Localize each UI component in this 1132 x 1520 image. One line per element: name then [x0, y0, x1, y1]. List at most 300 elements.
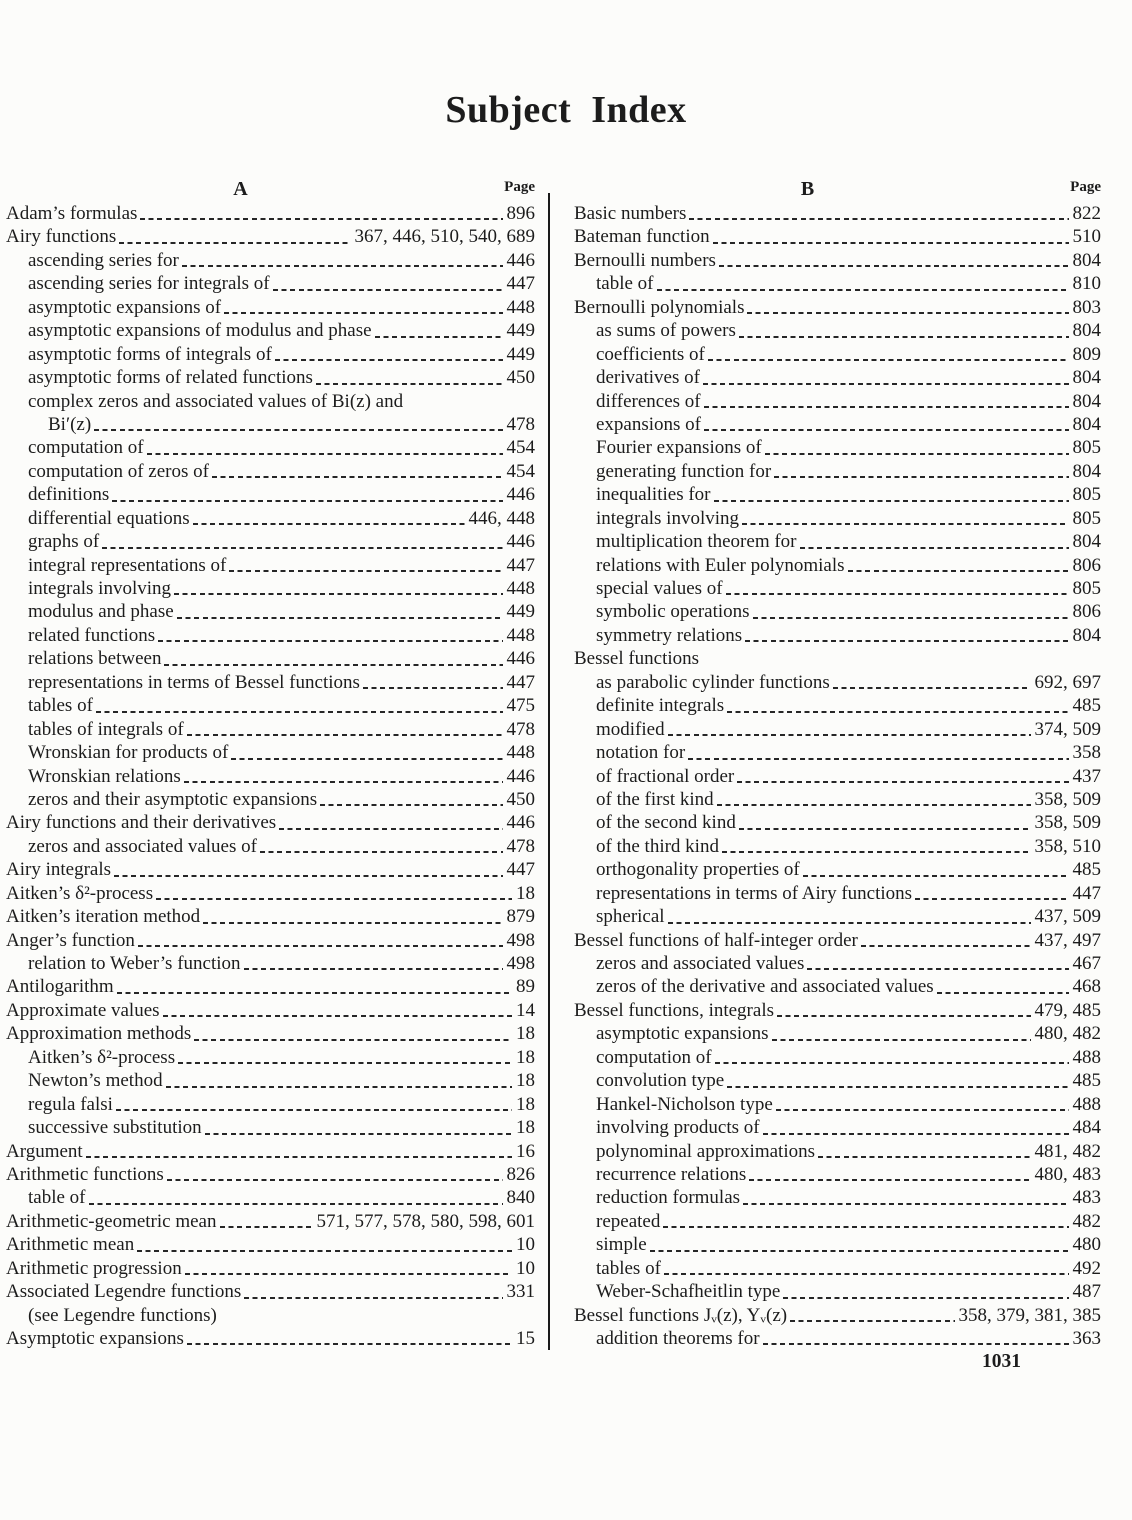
index-entry	[6, 929, 535, 952]
entry-pages: 840	[506, 1187, 535, 1209]
entry-text: Bateman function	[574, 226, 710, 248]
dotted-leader	[774, 476, 1068, 478]
dotted-leader	[937, 992, 1069, 994]
index-entry	[574, 202, 1101, 225]
entry-text: as parabolic cylinder functions	[596, 671, 830, 693]
entry-text: orthogonality properties of	[596, 859, 800, 881]
index-entry	[574, 1257, 1101, 1280]
entry-text: Basic numbers	[574, 203, 687, 224]
entry-text: Hankel-Nicholson type	[596, 1093, 773, 1115]
index-entry	[6, 1233, 535, 1256]
entry-text: relation to Weber’s function	[28, 953, 241, 974]
entry-pages: 449	[506, 601, 535, 623]
entry-text: zeros and associated values of	[28, 835, 257, 857]
index-entry	[6, 905, 535, 928]
entry-pages: 485	[1072, 1070, 1101, 1092]
entry-text: asymptotic forms of integrals of	[28, 343, 272, 365]
entry-pages: 488	[1072, 1046, 1101, 1068]
index-entry	[574, 1186, 1101, 1209]
dotted-leader	[182, 265, 503, 267]
entry-text: Adam’s formulas	[6, 203, 138, 224]
dotted-leader	[668, 734, 1031, 736]
entry-pages: 448	[506, 624, 535, 646]
dotted-leader	[747, 312, 1068, 314]
dotted-leader	[229, 570, 502, 572]
entry-text: of the third kind	[596, 835, 719, 857]
entry-pages: 448	[506, 578, 535, 599]
entry-pages: 475	[506, 695, 535, 717]
index-entry	[574, 1163, 1101, 1186]
index-entry	[6, 249, 535, 272]
index-entry	[574, 530, 1101, 553]
entry-text: integrals involving	[596, 507, 740, 529]
entry-pages: 14	[516, 999, 535, 1021]
entry-text: integral representations of	[28, 554, 227, 576]
dotted-leader	[193, 523, 465, 525]
index-entry	[6, 1116, 535, 1139]
index-entry	[574, 1140, 1101, 1163]
index-entry	[6, 647, 535, 670]
entry-pages: 449	[506, 343, 535, 365]
entry-pages: 498	[506, 929, 535, 951]
entry-text: Arithmetic mean	[6, 1234, 135, 1256]
entry-text: zeros and associated values	[596, 953, 805, 974]
entry-pages: 437	[1072, 765, 1101, 787]
index-entry	[574, 882, 1101, 905]
entry-pages: 446, 448	[468, 507, 535, 529]
entry-text: zeros and their asymptotic expansions	[28, 788, 318, 810]
dotted-leader	[94, 429, 502, 431]
entry-text: Wronskian relations	[28, 765, 181, 787]
entry-text: convolution type	[596, 1070, 725, 1092]
entry-pages: 10	[516, 1234, 535, 1256]
index-entry	[574, 296, 1101, 319]
entry-text: differences of	[596, 390, 701, 412]
entry-pages: 437, 509	[1034, 906, 1101, 928]
dotted-leader	[776, 1109, 1069, 1111]
dotted-leader	[167, 1179, 503, 1181]
entry-text: tables of	[596, 1257, 661, 1279]
dotted-leader	[803, 875, 1069, 877]
index-entry	[6, 975, 535, 998]
entry-pages: 447	[506, 859, 535, 881]
entry-text: simple	[596, 1234, 647, 1256]
entry-text: Bessel functions	[574, 648, 700, 670]
entry-text: relations between	[28, 648, 162, 670]
index-entry	[574, 624, 1101, 647]
dotted-leader	[185, 1273, 512, 1275]
entry-pages: 805	[1072, 507, 1101, 529]
index-entry	[6, 1140, 535, 1163]
dotted-leader	[174, 593, 502, 595]
dotted-leader	[205, 1133, 512, 1135]
entry-pages: 480, 482	[1034, 1023, 1101, 1045]
entry-text: (see Legendre functions)	[28, 1304, 217, 1326]
entry-text: Aitken’s iteration method	[6, 906, 201, 928]
index-entry	[6, 436, 535, 459]
entry-text: tables of integrals of	[28, 718, 184, 740]
entry-pages: 448	[506, 742, 535, 764]
index-entry	[574, 507, 1101, 530]
dotted-leader	[244, 968, 503, 970]
index-entry	[574, 600, 1101, 623]
dotted-leader	[688, 758, 1068, 760]
entry-pages: 446	[506, 531, 535, 553]
entry-text: computation of	[596, 1046, 712, 1068]
dotted-leader	[765, 453, 1069, 455]
dotted-leader	[86, 1156, 512, 1158]
entry-pages: 805	[1072, 484, 1101, 506]
section-letter: B	[800, 178, 815, 200]
dotted-leader	[158, 640, 502, 642]
entry-text: modified	[596, 718, 665, 740]
entry-pages: 822	[1072, 203, 1101, 224]
dotted-leader	[316, 383, 503, 385]
entry-text: expansions of	[596, 413, 702, 435]
entry-text: generating function for	[596, 460, 772, 482]
entry-pages: 374, 509	[1034, 718, 1101, 740]
index-columns	[0, 176, 1132, 1350]
dotted-leader	[166, 1086, 512, 1088]
index-entry	[6, 788, 535, 811]
dotted-leader	[650, 1250, 1069, 1252]
entry-pages: 804	[1072, 531, 1101, 553]
entry-pages: 16	[516, 1140, 535, 1162]
dotted-leader	[807, 968, 1068, 970]
entry-text: table of	[28, 1187, 86, 1209]
index-entry	[574, 905, 1101, 928]
entry-text: special values of	[596, 578, 723, 599]
index-entry	[6, 225, 535, 248]
entry-text: Bessel functions Jᵥ(z), Yᵥ(z)	[574, 1304, 788, 1326]
entry-pages: 805	[1072, 578, 1101, 599]
index-entry	[574, 835, 1101, 858]
entry-text: Anger’s function	[6, 929, 135, 951]
index-entry	[574, 1093, 1101, 1116]
index-entry	[574, 577, 1101, 600]
entry-text: Associated Legendre functions	[6, 1281, 242, 1303]
index-entry	[6, 483, 535, 506]
entry-pages: 18	[516, 1070, 535, 1092]
index-entry	[6, 671, 535, 694]
index-entry	[6, 507, 535, 530]
dotted-leader	[714, 500, 1069, 502]
dotted-leader	[279, 828, 502, 830]
dotted-leader	[739, 828, 1031, 830]
index-entry	[6, 835, 535, 858]
entry-pages: 482	[1072, 1210, 1101, 1232]
dotted-leader	[739, 336, 1069, 338]
dotted-leader	[704, 429, 1068, 431]
entry-pages: 363	[1072, 1328, 1101, 1349]
entry-pages: 447	[1072, 882, 1101, 904]
dotted-leader	[187, 1343, 512, 1345]
section-letter: A	[233, 178, 248, 200]
entry-pages: 480	[1072, 1234, 1101, 1256]
index-entry	[6, 1257, 535, 1280]
dotted-leader	[375, 336, 503, 338]
index-entry	[6, 624, 535, 647]
index-entry	[574, 225, 1101, 248]
entry-text: relations with Euler polynomials	[596, 554, 845, 576]
entry-text: Aitken’s δ²-process	[6, 882, 154, 904]
entry-text: asymptotic forms of related functions	[28, 367, 313, 389]
entry-text: Bi′(z)	[48, 413, 92, 435]
dotted-leader	[708, 359, 1069, 361]
dotted-leader	[275, 359, 503, 361]
dotted-leader	[703, 383, 1069, 385]
index-entry	[6, 858, 535, 881]
entry-text: addition theorems for	[596, 1328, 760, 1349]
entry-text: Fourier expansions of	[596, 437, 762, 459]
dotted-leader	[112, 500, 502, 502]
entry-text: representations in terms of Bessel functions	[28, 671, 360, 693]
dotted-leader	[96, 711, 503, 713]
entry-pages: 446	[506, 765, 535, 787]
index-entry	[574, 366, 1101, 389]
entry-pages: 358, 509	[1034, 788, 1101, 810]
index-entry	[574, 1210, 1101, 1233]
entry-text: Bernoulli polynomials	[574, 296, 745, 318]
entry-text: tables of	[28, 695, 93, 717]
dotted-leader	[749, 1179, 1030, 1181]
dotted-leader	[244, 1297, 502, 1299]
entry-pages: 437, 497	[1034, 929, 1101, 951]
entry-text: regula falsi	[28, 1093, 113, 1115]
dotted-leader	[783, 1297, 1068, 1299]
dotted-leader	[203, 922, 502, 924]
entry-pages: 804	[1072, 390, 1101, 412]
dotted-leader	[156, 898, 512, 900]
entry-text: ascending series for	[28, 249, 179, 271]
index-entry	[6, 1093, 535, 1116]
entry-text: graphs of	[28, 531, 100, 553]
entry-text: computation of	[28, 437, 144, 459]
entry-pages: 450	[506, 367, 535, 389]
entry-pages: 331	[506, 1281, 535, 1303]
entry-text: Approximate values	[6, 999, 160, 1021]
column-header-b	[574, 176, 1101, 202]
index-entry	[6, 1280, 535, 1303]
dotted-leader	[727, 711, 1068, 713]
dotted-leader	[220, 1226, 313, 1228]
dotted-leader	[727, 1086, 1068, 1088]
entry-pages: 448	[506, 296, 535, 318]
entry-text: Bessel functions of half-integer order	[574, 929, 858, 951]
dotted-leader	[713, 242, 1069, 244]
index-entry	[6, 202, 535, 225]
entry-pages: 487	[1072, 1281, 1101, 1303]
dotted-leader	[745, 640, 1068, 642]
dotted-leader	[818, 1156, 1030, 1158]
entry-text: definitions	[28, 484, 110, 506]
index-entry	[6, 366, 535, 389]
index-entry	[574, 390, 1101, 413]
entry-text: Bernoulli numbers	[574, 249, 716, 271]
entry-text: Antilogarithm	[6, 976, 114, 998]
index-entry	[574, 1046, 1101, 1069]
entry-pages: 10	[516, 1257, 535, 1279]
entry-pages: 571, 577, 578, 580, 598, 601	[316, 1210, 535, 1232]
dotted-leader	[715, 1062, 1069, 1064]
entry-text: notation for	[596, 742, 686, 764]
entry-list-b	[574, 202, 1101, 1350]
entry-text: Asymptotic expansions	[6, 1328, 184, 1349]
entry-pages: 447	[506, 671, 535, 693]
entry-text: derivatives of	[596, 367, 700, 389]
dotted-leader	[116, 1109, 512, 1111]
entry-text: Arithmetic progression	[6, 1257, 182, 1279]
dotted-leader	[178, 1062, 512, 1064]
dotted-leader	[668, 922, 1031, 924]
entry-pages: 358	[1072, 742, 1101, 764]
index-entry	[574, 1304, 1101, 1327]
entry-text: Arithmetic functions	[6, 1163, 164, 1185]
entry-text: representations in terms of Airy functions	[596, 882, 913, 904]
entry-text: ascending series for integrals of	[28, 273, 270, 295]
entry-text: Airy functions and their derivatives	[6, 812, 277, 834]
entry-text: symmetry relations	[596, 624, 743, 646]
entry-text: asymptotic expansions of modulus and phase	[28, 320, 372, 342]
index-entry	[6, 600, 535, 623]
entry-text: Bessel functions, integrals	[574, 999, 774, 1021]
entry-pages: 692, 697	[1034, 671, 1101, 693]
index-entry	[574, 718, 1101, 741]
entry-pages: 481, 482	[1034, 1140, 1101, 1162]
index-entry	[574, 765, 1101, 788]
entry-pages: 485	[1072, 695, 1101, 717]
entry-pages: 447	[506, 273, 535, 295]
entry-pages: 478	[506, 835, 535, 857]
entry-pages: 804	[1072, 624, 1101, 646]
dotted-leader	[763, 1133, 1069, 1135]
entry-pages: 358, 509	[1034, 812, 1101, 834]
entry-text: Airy integrals	[6, 859, 112, 881]
dotted-leader	[114, 875, 502, 877]
dotted-leader	[663, 1226, 1068, 1228]
index-entry	[6, 811, 535, 834]
entry-pages: 446	[506, 812, 535, 834]
dotted-leader	[187, 734, 503, 736]
entry-pages: 468	[1072, 976, 1101, 998]
index-entry	[6, 554, 535, 577]
dotted-leader	[719, 265, 1069, 267]
entry-text: of fractional order	[596, 765, 735, 787]
index-entry	[574, 483, 1101, 506]
dotted-leader	[119, 242, 350, 244]
dotted-leader	[137, 1250, 512, 1252]
entry-text: polynominal approximations	[596, 1140, 816, 1162]
entry-text: Argument	[6, 1140, 83, 1162]
index-entry	[574, 975, 1101, 998]
index-entry	[6, 882, 535, 905]
entry-text: asymptotic expansions	[596, 1023, 769, 1045]
entry-text: spherical	[596, 906, 665, 928]
dotted-leader	[861, 945, 1031, 947]
dotted-leader	[657, 289, 1069, 291]
entry-text: Arithmetic-geometric mean	[6, 1210, 217, 1232]
dotted-leader	[777, 1015, 1031, 1017]
index-entry	[574, 249, 1101, 272]
entry-text: Weber-Schafheitlin type	[596, 1281, 781, 1303]
index-entry	[6, 577, 535, 600]
index-entry	[574, 952, 1101, 975]
dotted-leader	[689, 218, 1068, 220]
entry-pages: 510	[1072, 226, 1101, 248]
column-divider	[548, 193, 550, 1350]
index-entry	[574, 929, 1101, 952]
entry-text: as sums of powers	[596, 320, 736, 342]
entry-text: Wronskian for products of	[28, 742, 229, 764]
entry-text: Airy functions	[6, 226, 117, 248]
dotted-leader	[163, 1015, 512, 1017]
entry-pages: 454	[506, 460, 535, 482]
entry-text: symbolic operations	[596, 601, 750, 623]
entry-text: of the first kind	[596, 788, 714, 810]
dotted-leader	[726, 593, 1069, 595]
entry-pages: 492	[1072, 1257, 1101, 1279]
index-entry	[6, 460, 535, 483]
index-entry	[574, 788, 1101, 811]
index-entry	[574, 811, 1101, 834]
entry-pages: 15	[516, 1328, 535, 1349]
entry-pages: 467	[1072, 953, 1101, 974]
dotted-leader	[194, 1039, 512, 1041]
dotted-leader	[260, 851, 503, 853]
entry-pages: 447	[506, 554, 535, 576]
dotted-leader	[363, 687, 503, 689]
dotted-leader	[833, 687, 1031, 689]
dotted-leader	[164, 664, 502, 666]
entry-pages: 367, 446, 510, 540, 689	[354, 226, 535, 248]
index-entry	[574, 413, 1101, 436]
dotted-leader	[320, 804, 502, 806]
index-entry	[574, 647, 1101, 670]
entry-text: successive substitution	[28, 1117, 202, 1139]
index-entry	[574, 1280, 1101, 1303]
dotted-leader	[915, 898, 1068, 900]
index-entry	[6, 1186, 535, 1209]
entry-pages: 809	[1072, 343, 1101, 365]
entry-pages: 804	[1072, 460, 1101, 482]
dotted-leader	[704, 406, 1069, 408]
dotted-leader	[147, 453, 503, 455]
index-entry	[6, 1304, 535, 1327]
entry-text: repeated	[596, 1210, 661, 1232]
dotted-leader	[224, 312, 502, 314]
index-entry	[6, 1327, 535, 1350]
entry-text: differential equations	[28, 507, 190, 529]
entry-text: zeros of the derivative and associated values	[596, 976, 934, 998]
entry-text: integrals involving	[28, 578, 172, 599]
dotted-leader	[117, 992, 512, 994]
entry-text: Approximation methods	[6, 1023, 192, 1045]
dotted-leader	[772, 1039, 1031, 1041]
dotted-leader	[212, 476, 503, 478]
entry-text: recurrence relations	[596, 1163, 747, 1185]
index-column-b	[549, 176, 1132, 1350]
entry-pages: 449	[506, 320, 535, 342]
page-title: Subject Index	[445, 89, 687, 131]
entry-pages: 826	[506, 1163, 535, 1185]
index-entry	[6, 1046, 535, 1069]
dotted-leader	[231, 758, 502, 760]
index-entry	[6, 272, 535, 295]
entry-pages: 89	[516, 976, 535, 998]
entry-list-a	[6, 202, 535, 1350]
entry-pages: 358, 510	[1034, 835, 1101, 857]
index-entry	[574, 1069, 1101, 1092]
